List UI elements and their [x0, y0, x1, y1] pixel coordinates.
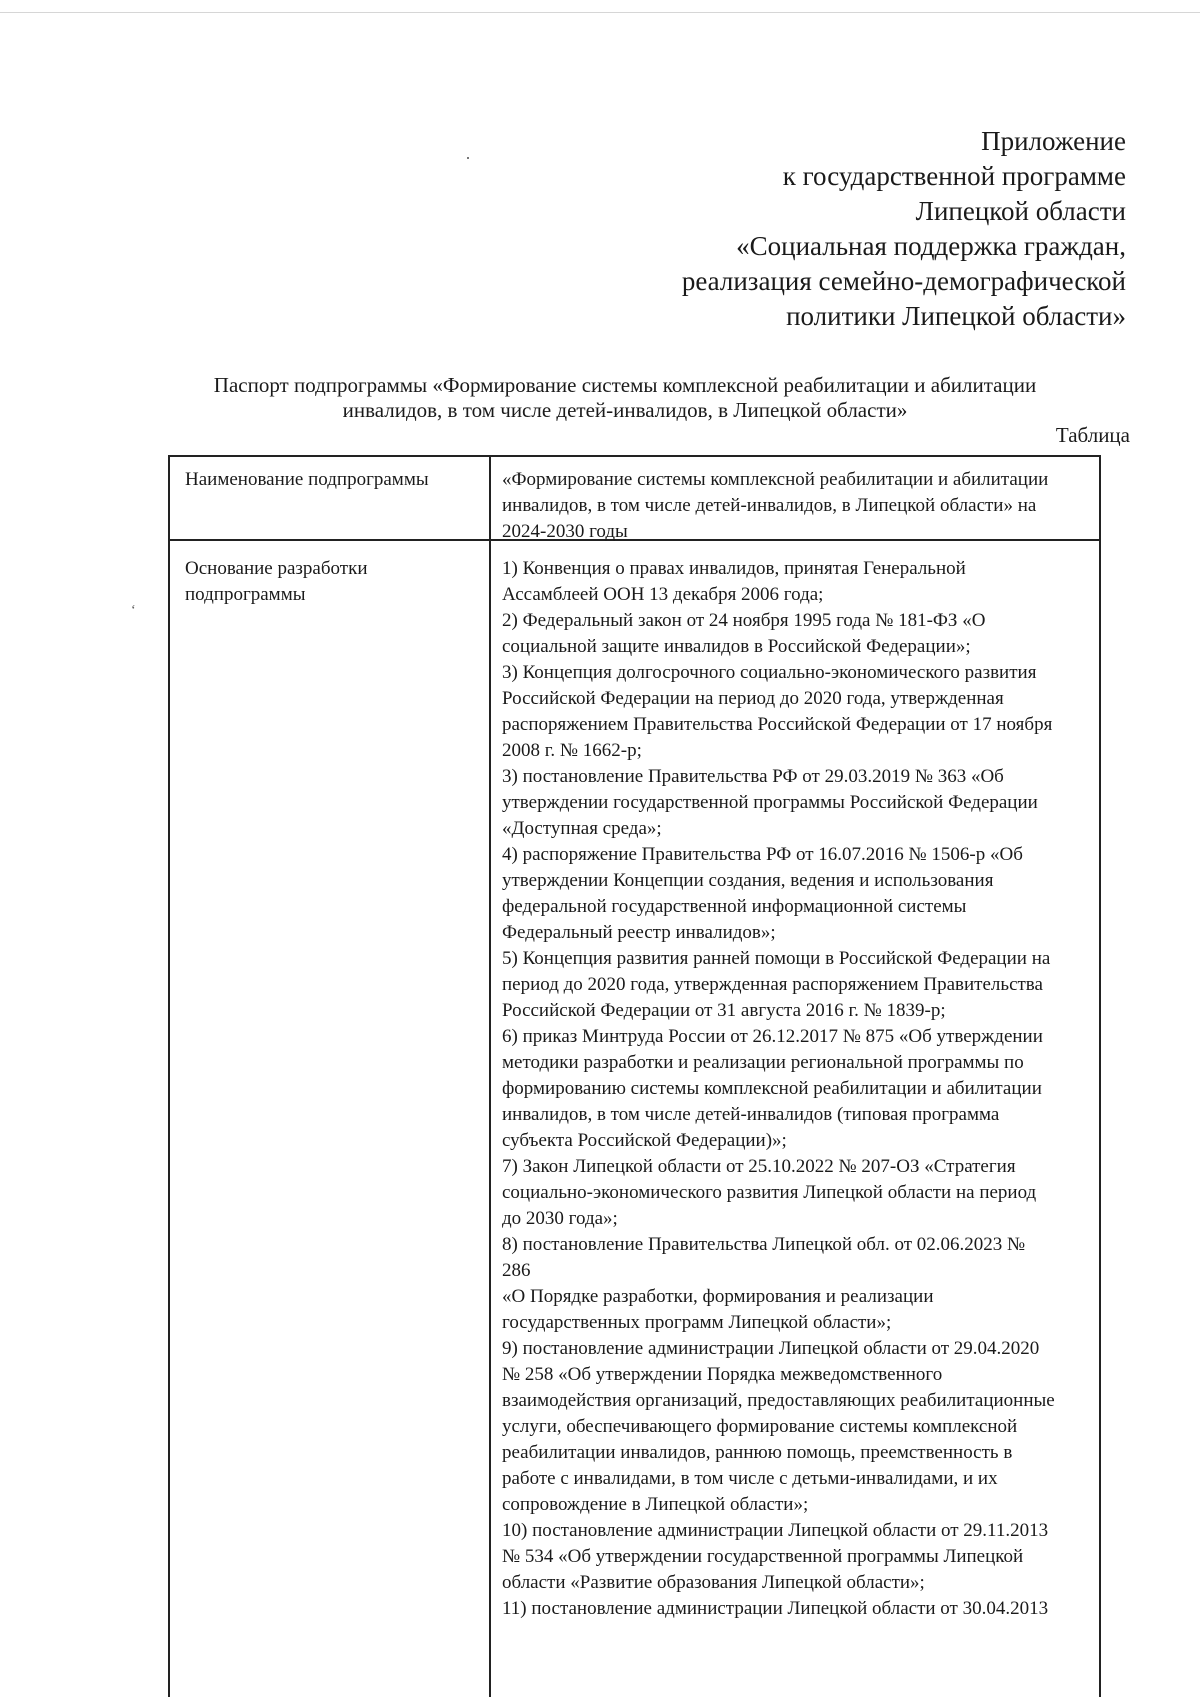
row-name-line: подпрограммы: [185, 584, 306, 605]
row-value-line: 6) приказ Минтруда России от 26.12.2017 № 875 «Об утверждении: [502, 1026, 1043, 1047]
appendix-line: политики Липецкой области»: [786, 301, 1126, 331]
row-value-line: реабилитации инвалидов, раннюю помощь, преемственность в: [502, 1442, 1013, 1463]
row-value-line: области «Развитие образования Липецкой области»;: [502, 1572, 925, 1593]
row-value-line: № 534 «Об утверждении государственной программы Липецкой: [502, 1546, 1024, 1567]
row-value-line: «Доступная среда»;: [502, 818, 662, 839]
row-value-line: 9) постановление администрации Липецкой области от 29.04.2020: [502, 1338, 1040, 1359]
row-value-line: период до 2020 года, утвержденная распоряжением Правительства: [502, 974, 1043, 995]
row-value-line: 11) постановление администрации Липецкой области от 30.04.2013: [502, 1598, 1049, 1619]
margin-tick: ‘: [131, 603, 136, 618]
scan-speck: [467, 157, 469, 159]
row-value-line: федеральной государственной информационной системы: [502, 896, 967, 917]
row-value-line: Ассамблеей ООН 13 декабря 2006 года;: [502, 584, 824, 605]
appendix-line: «Социальная поддержка граждан,: [736, 231, 1126, 261]
table-border-left: [168, 455, 170, 1697]
table-row-name-cell: [185, 556, 475, 608]
row-value-line: 8) постановление Правительства Липецкой обл. от 02.06.2023 №: [502, 1234, 1026, 1255]
table-row-name-cell: [185, 467, 475, 493]
row-name-line: Наименование подпрограммы: [185, 469, 429, 490]
table-row-value-cell: [502, 467, 1097, 545]
passport-title-line: инвалидов, в том числе детей-инвалидов, в Липецкой области»: [342, 398, 908, 422]
row-value-line: инвалидов, в том числе детей-инвалидов, в Липецкой области» на: [502, 495, 1037, 516]
row-value-line: Российской Федерации от 31 августа 2016 г. № 1839-р;: [502, 1000, 946, 1021]
appendix-header: [682, 124, 1126, 334]
row-value-line: методики разработки и реализации региональной программы по: [502, 1052, 1024, 1073]
row-value-line: до 2030 года»;: [502, 1208, 618, 1229]
row-value-line: услуги, обеспечивающего формирование системы комплексной: [502, 1416, 1018, 1437]
row-value-line: инвалидов, в том числе детей-инвалидов (типовая программа: [502, 1104, 1000, 1125]
table-border-right: [1099, 455, 1101, 1697]
row-value-line: 4) распоряжение Правительства РФ от 16.07.2016 № 1506-р «Об: [502, 844, 1023, 865]
row-value-line: 2024-2030 годы: [502, 521, 628, 542]
appendix-line: Приложение: [981, 126, 1126, 156]
row-value-line: сопровождение в Липецкой области»;: [502, 1494, 809, 1515]
row-value-line: взаимодействия организаций, предоставляющих реабилитационные: [502, 1390, 1055, 1411]
row-value-line: работе с инвалидами, в том числе с детьми-инвалидами, и их: [502, 1468, 998, 1489]
row-value-line: 286: [502, 1260, 531, 1281]
appendix-line: Липецкой области: [915, 196, 1126, 226]
row-name-line: Основание разработки: [185, 558, 368, 579]
row-value-line: 7) Закон Липецкой области от 25.10.2022 № 207-ОЗ «Стратегия: [502, 1156, 1016, 1177]
row-value-line: субъекта Российской Федерации)»;: [502, 1130, 787, 1151]
passport-title-line: Паспорт подпрограммы «Формирование системы комплексной реабилитации и абилитации: [213, 373, 1037, 397]
table-row-value-cell: [502, 556, 1097, 1622]
row-value-line: 1) Конвенция о правах инвалидов, принятая Генеральной: [502, 558, 966, 579]
row-value-line: 2) Федеральный закон от 24 ноября 1995 года № 181-ФЗ «О: [502, 610, 986, 631]
row-value-line: утверждении государственной программы Российской Федерации: [502, 792, 1038, 813]
table-border-top: [168, 455, 1101, 457]
row-value-line: социально-экономического развития Липецкой области на период: [502, 1182, 1037, 1203]
row-value-line: социальной защите инвалидов в Российской Федерации»;: [502, 636, 971, 657]
row-value-line: «О Порядке разработки, формирования и реализации: [502, 1286, 934, 1307]
appendix-line: реализация семейно-демографической: [681, 266, 1126, 296]
passport-title: [160, 373, 1090, 423]
row-value-line: 3) постановление Правительства РФ от 29.03.2019 № 363 «Об: [502, 766, 1004, 787]
row-value-line: распоряжением Правительства Российской Федерации от 17 ноября: [502, 714, 1053, 735]
row-value-line: 10) постановление администрации Липецкой области от 29.11.2013: [502, 1520, 1049, 1541]
passport-table: [168, 455, 1101, 1697]
table-column-divider: [489, 455, 491, 1697]
row-value-line: 2008 г. № 1662-р;: [502, 740, 642, 761]
scan-edge-line: [0, 12, 1200, 13]
appendix-line: к государственной программе: [782, 161, 1126, 191]
row-value-line: Федеральный реестр инвалидов»;: [502, 922, 776, 943]
row-value-line: «Формирование системы комплексной реабилитации и абилитации: [502, 469, 1049, 490]
row-value-line: 3) Концепция долгосрочного социально-экономического развития: [502, 662, 1037, 683]
row-value-line: Российской Федерации на период до 2020 года, утвержденная: [502, 688, 1004, 709]
row-value-line: формированию системы комплексной реабилитации и абилитации: [502, 1078, 1042, 1099]
row-value-line: № 258 «Об утверждении Порядка межведомственного: [502, 1364, 943, 1385]
row-value-line: государственных программ Липецкой области»;: [502, 1312, 892, 1333]
table-label: Таблица: [1055, 423, 1130, 447]
row-value-line: утверждении Концепции создания, ведения и использования: [502, 870, 994, 891]
row-value-line: 5) Концепция развития ранней помощи в Российской Федерации на: [502, 948, 1051, 969]
